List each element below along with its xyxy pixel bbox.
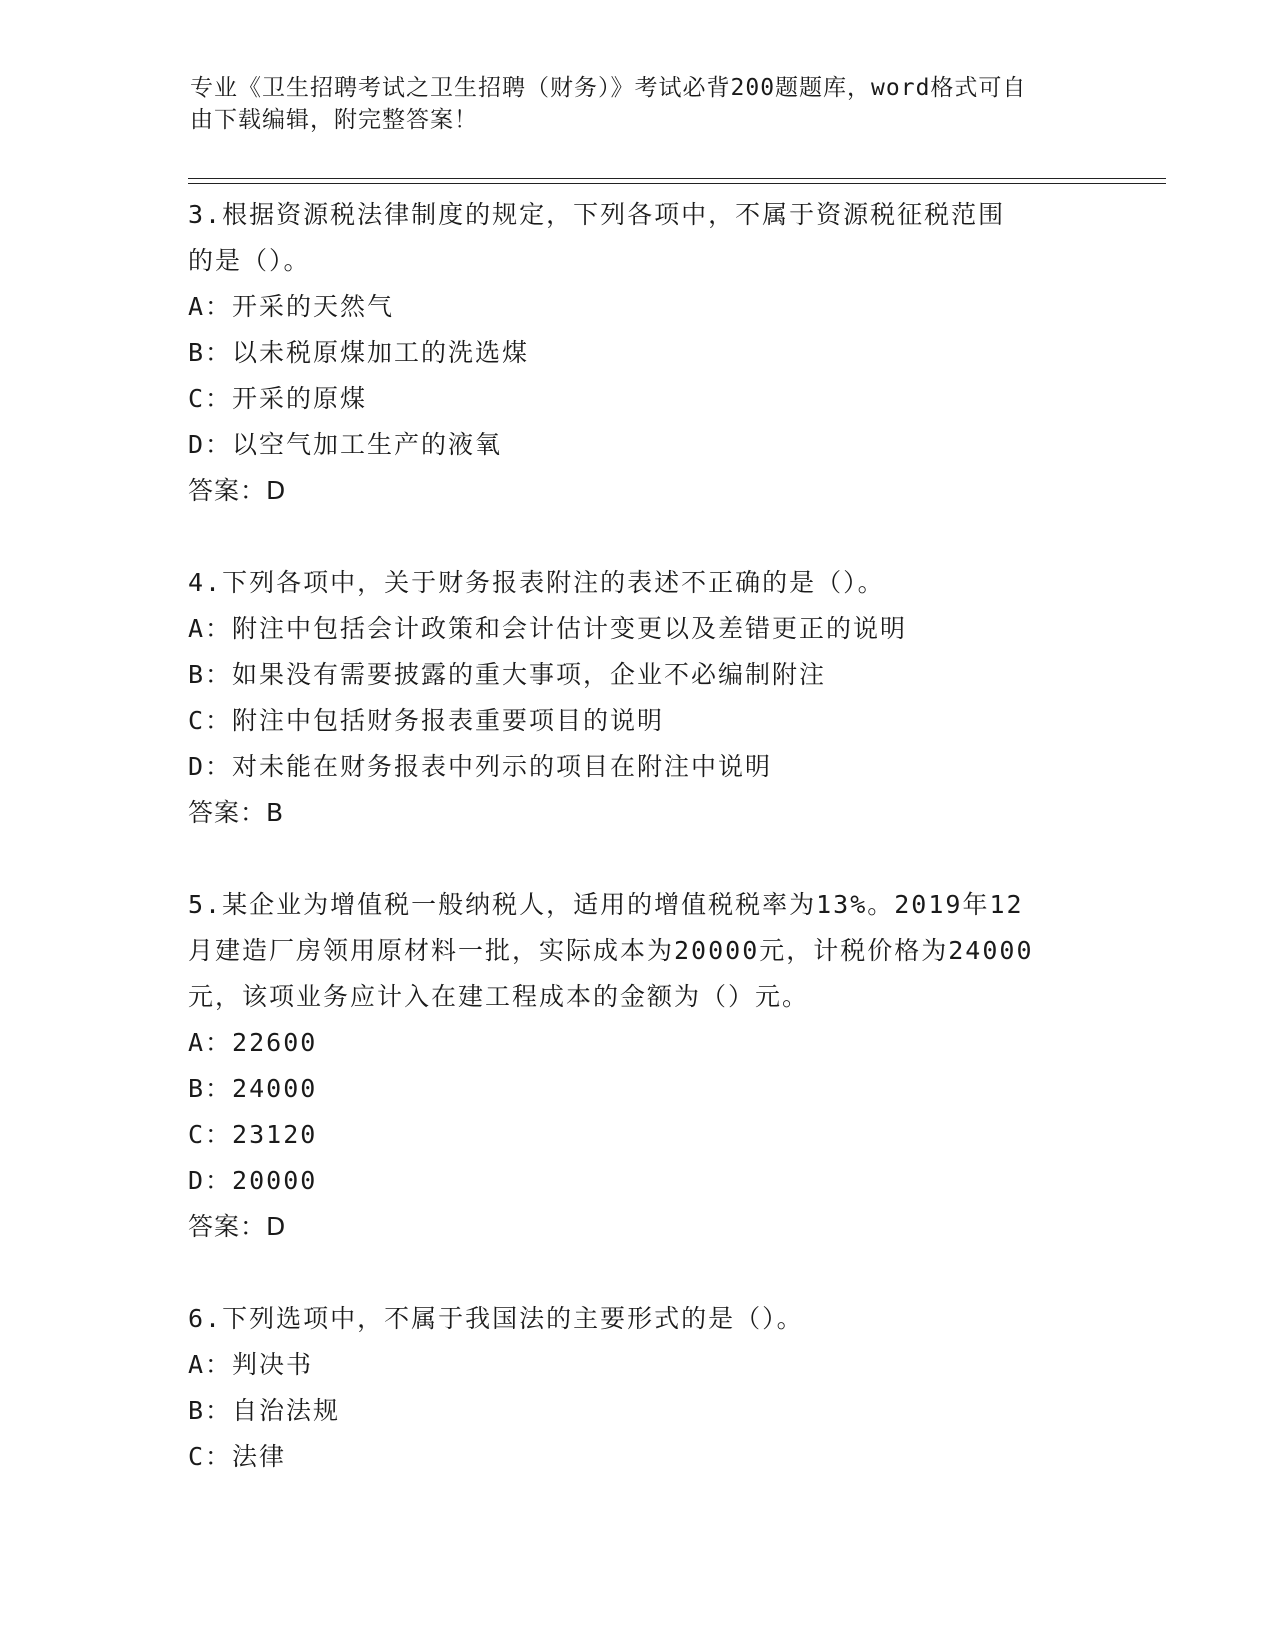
- answer-option: D：对未能在财务报表中列示的项目在附注中说明: [188, 752, 773, 781]
- answer-option: B：24000: [188, 1074, 318, 1103]
- question-stem: 元，该项业务应计入在建工程成本的金额为（）元。: [188, 982, 810, 1011]
- answer-key: 答案：D: [188, 476, 287, 505]
- question-stem: 4.下列各项中，关于财务报表附注的表述不正确的是（）。: [188, 568, 885, 597]
- answer-option: A：开采的天然气: [188, 292, 395, 321]
- header-line-1: 专业《卫生招聘考试之卫生招聘（财务）》考试必背200题题库，word格式可自: [190, 75, 1027, 101]
- question-block: [188, 882, 1088, 1250]
- question-stem: 3.根据资源税法律制度的规定，下列各项中，不属于资源税征税范围: [188, 200, 1006, 229]
- question-block: [188, 560, 1088, 836]
- question-block: [188, 192, 1088, 514]
- answer-option: A：附注中包括会计政策和会计估计变更以及差错更正的说明: [188, 614, 908, 643]
- answer-option: B：如果没有需要披露的重大事项，企业不必编制附注: [188, 660, 827, 689]
- answer-option: C：法律: [188, 1442, 287, 1471]
- answer-option: B：自治法规: [188, 1396, 341, 1425]
- answer-key: 答案：D: [188, 1212, 287, 1241]
- document-header: [190, 72, 1090, 136]
- answer-option: C：附注中包括财务报表重要项目的说明: [188, 706, 665, 735]
- answer-option: D：20000: [188, 1166, 318, 1195]
- answer-option: A：判决书: [188, 1350, 314, 1379]
- answer-option: A：22600: [188, 1028, 318, 1057]
- answer-option: B：以未税原煤加工的洗选煤: [188, 338, 530, 367]
- question-stem: 5.某企业为增值税一般纳税人，适用的增值税税率为13%。2019年12: [188, 890, 1024, 919]
- question-list: [188, 192, 1088, 1526]
- header-line-2: 由下载编辑，附完整答案！: [190, 107, 478, 133]
- question-stem: 6.下列选项中，不属于我国法的主要形式的是（）。: [188, 1304, 804, 1333]
- question-stem: 的是（）。: [188, 246, 311, 275]
- answer-option: D：以空气加工生产的液氧: [188, 430, 503, 459]
- answer-option: C：开采的原煤: [188, 384, 368, 413]
- header-divider-top: [188, 178, 1166, 179]
- question-stem: 月建造厂房领用原材料一批，实际成本为20000元，计税价格为24000: [188, 936, 1034, 965]
- header-divider-bottom: [188, 183, 1166, 184]
- answer-key: 答案：B: [188, 798, 285, 827]
- question-block: [188, 1296, 1088, 1480]
- answer-option: C：23120: [188, 1120, 318, 1149]
